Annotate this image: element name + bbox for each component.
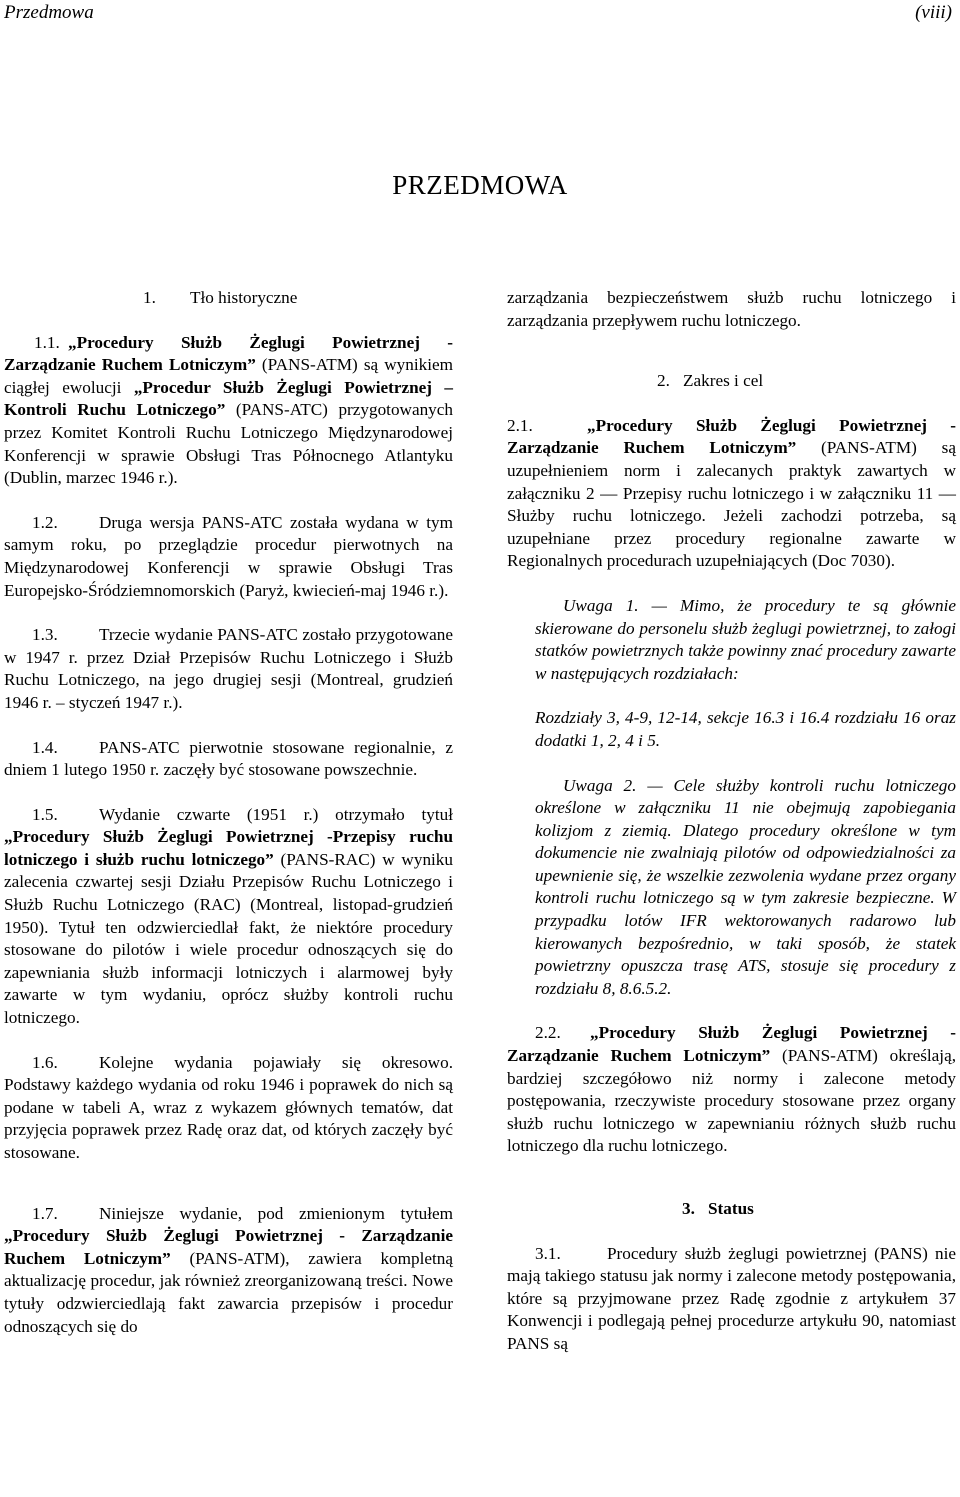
section-heading-2: 2. Zakres i cel <box>657 371 764 391</box>
paragraph-3-1: 3.1. Procedury służb żeglugi powietrznej (PANS) nie mają takiego statusu jak normy i zalecone metody postępowania, które są przyjmowane przez Radę zgodnie z artykułem 37 Konwencji i podlegają pełnej procedurze artykułu 90, natomiast PANS są <box>507 1243 956 1353</box>
paragraph-1-4: 1.4. PANS-ATC pierwotnie stosowane regionalnie, z dniem 1 lutego 1950 r. zaczęły być stosowane powszechnie. <box>4 737 453 780</box>
page-title: PRZEDMOWA <box>392 170 568 200</box>
paragraph-continued: zarządzania bezpieczeństwem służb ruchu lotniczego i zarządzania przepływem ruchu lotniczego. <box>507 288 956 330</box>
section-heading-3: 3. Status <box>682 1199 754 1218</box>
page-number: (viii) <box>915 2 952 23</box>
right-column <box>507 287 956 1356</box>
paragraph-1-7: 1.7. Niniejsze wydanie, pod zmienionym tytułem „Procedury Służb Żeglugi Powietrznej - Zarządzanie Ruchem Lotniczym” (PANS-ATM), zawiera kompletną aktualizację procedur, jak również zreorganizowaną treści. Nowe tytuły odzwierciedlają fakt zawarcia przepisów i procedur odnoszących się do <box>4 1203 453 1336</box>
running-header-left: Przedmowa <box>4 2 94 23</box>
paragraph-2-2: 2.2. „Procedury Służb Żeglugi Powietrznej - Zarządzanie Ruchem Lotniczym” (PANS-ATM) określają, bardziej szczegółowo niż normy i zalecone metody postępowania, rzeczywiste procedury stosowane przez organy służb ruchu lotniczego w zapewnianiu różnych służb ruchu lotniczego dla ruchu lotniczego. <box>507 1023 957 1156</box>
note-2: Uwaga 2. — Cele służby kontroli ruchu lotniczego określone w załączniku 11 nie obejmują zapobiegania kolizjom z ziemią. Dlatego procedury określone w tym dokumencie nie zwalniają pilotów od odpowiedzialności za upewnienie się, że wszelkie zezwolenia wydane przez organy kontroli ruchu lotniczego są w tym zakresie bezpieczne. W przypadku lotów IFR wektorowanych radarowo lub kierowanych bezpośrednio, w taki sposób, że statek powietrzny opuszcza trasę ATS, stosuje się procedury z rozdziału 8, 8.6.5.2. <box>535 775 956 998</box>
left-column <box>4 287 453 1338</box>
note-1: Uwaga 1. — Mimo, że procedury te są głównie skierowane do personelu służb żeglugi powietrznej, to załogi statków powietrznych także powinny znać procedury zawarte w następujących rozdziałach: <box>535 595 956 683</box>
paragraph-1-5: 1.5. Wydanie czwarte (1951 r.) otrzymało tytuł „Procedury Służb Żeglugi Powietrznej -Przepisy ruchu lotniczego i służb ruchu lotniczego” (PANS-RAC) w wyniku zalecenia czwartej sesji Działu Przepisów Ruchu Lotniczego i Służb Ruchu Lotniczego (RAC) (Montreal, listopad-grudzień 1950). Tytuł ten odzwierciedlał fakt, że niektóre procedury stosowane do pilotów i wiele procedur odnoszących się do zapewniania służb informacji lotniczych i alarmowej były zawarte w tym wydaniu, oprócz służby kontroli ruchu lotniczego. <box>4 804 453 1028</box>
section-heading-1: 1. Tło historyczne <box>143 288 298 307</box>
paragraph-1-1: 1.1. „Procedury Służb Żeglugi Powietrznej - Zarządzanie Ruchem Lotniczym” (PANS-ATM) są wynikiem ciągłej ewolucji „Procedur Służb Żeglugi Powietrznej – Kontroli Ruchu Lotniczego” (PANS-ATC) przygotowanych przez Komitet Kontroli Ruchu Lotniczego Międzynarodowej Konferencji w sprawie Obsługi Tras Północnego Atlantyku (Dublin, marzec 1946 r.). <box>4 332 453 488</box>
paragraph-2-1: 2.1. „Procedury Służb Żeglugi Powietrznej - Zarządzanie Ruchem Lotniczym” (PANS-ATM) są uzupełnieniem norm i zalecanych praktyk zawartych w załączniku 2 — Przepisy ruchu lotniczego i w załączniku 11 — Służby ruchu lotniczego. Jeżeli zachodzi potrzeba, są uzupełniane przez procedury regionalne zawarte w Regionalnych procedurach uzupełniających (Doc 7030). <box>507 415 956 571</box>
paragraph-1-6: 1.6. Kolejne wydania pojawiały się okresowo. Podstawy każdego wydania od roku 1946 i poprawek do nich są podane w tabeli A, wraz z wykazem głównych tematów, dat przyjęcia poprawek przez Radę oraz dat, od których zaczęły być stosowane. <box>4 1052 453 1162</box>
paragraph-1-2: 1.2. Druga wersja PANS-ATC została wydana w tym samym roku, po przeglądzie procedur pierwotnych na Międzynarodowej Konferencji w sprawie Obsługi Tras Europejsko-Śródziemnomorskich (Paryż, kwiecień-maj 1946 r.). <box>4 512 453 600</box>
note-1-chapters: Rozdziały 3, 4-9, 12-14, sekcje 16.3 i 16.4 rozdziału 16 oraz dodatki 1, 2, 4 i 5. <box>535 708 956 750</box>
paragraph-1-3: 1.3. Trzecie wydanie PANS-ATC zostało przygotowane w 1947 r. przez Dział Przepisów Ruchu Lotniczego i Służb Ruchu Lotniczego, na jego drugiej sesji (Montreal, grudzień 1946 r. – styczeń 1947 r.). <box>4 625 453 712</box>
